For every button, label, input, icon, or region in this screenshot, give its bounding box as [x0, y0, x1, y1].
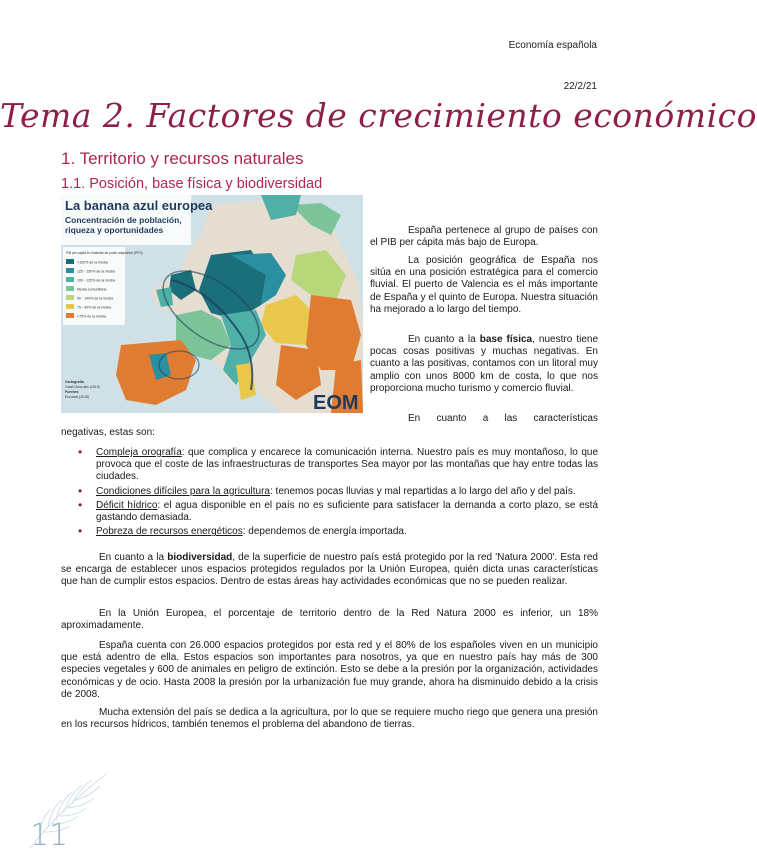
legend-label: 75 - 90% de la media	[77, 305, 111, 310]
legend-label: Media comunitaria	[77, 287, 107, 292]
legend-swatch	[66, 313, 74, 318]
list-item: • Pobreza de recursos energéticos: dependemos de energía importada.	[78, 526, 598, 538]
legend-swatch	[66, 295, 74, 300]
legend-label: 125 - 150% de la media	[77, 269, 115, 274]
paragraph-position-1: España pertenece al grupo de países con el PIB per cápita más bajo de Europa.	[370, 225, 598, 249]
legend-swatch	[66, 304, 74, 309]
legend-label: <75% de la media	[77, 314, 106, 319]
list-item: • Compleja orografía: que complica y encarece la comunicación interna. Nuestro país es muy montañoso, lo que provoca que el coste de las infraestructuras de transportes Sea mayor por las montañas que hay entre todas las ciudades.	[78, 447, 598, 484]
map-source-line-3: Fuentes	[65, 390, 79, 394]
map-subtitle-line-2: riqueza y oportunidades	[65, 225, 164, 235]
map-title: La banana azul europea	[65, 198, 213, 213]
europe-banana-map	[61, 195, 363, 413]
map-source-line-1: Cartografía	[65, 380, 84, 384]
section-heading: 1. Territorio y recursos naturales	[61, 149, 304, 168]
page-number: 11	[30, 818, 69, 853]
map-legend-heading: PIB per cápita en estándar de poder adquisitivo (PPS)	[66, 251, 143, 255]
paragraph-biodiversidad: En cuanto a la biodiversidad, de la superficie de nuestro país está protegido por la red 'Natura 2000'. Esta red se encarga de establecer unos espacios protegidos regulados por la Unión Europea, quién dicta unas características que han de cumplir estos espacios. Dentro de estas áreas hay actividades económicas que no se pueden realizar.	[61, 552, 598, 588]
legend-label: 100 - 125% de la media	[77, 278, 115, 283]
page-title: Tema 2. Factores de crecimiento económico	[0, 96, 757, 135]
map-source-line-2: Gaab GeoLabs (2019)	[65, 385, 100, 389]
paragraph-union-europea: En la Unión Europea, el porcentaje de territorio dentro de la Red Natura 2000 es inferior, un 18% aproximadamente.	[61, 608, 598, 632]
map-logo: EOM	[313, 392, 359, 414]
map-source-line-4: Eurostat (2016)	[65, 395, 90, 399]
paragraph-negativas-cont: negativas, estas son:	[61, 427, 155, 438]
legend-swatch	[66, 268, 74, 273]
paragraph-espacios-protegidos: España cuenta con 26.000 espacios protegidos por esta red y el 80% de los españoles viven en un municipio que está adentro de ella. Estos espacios son importantes para nosotros, ya que en nuestro país hay más de 300 especies vegetales y 600 de animales en peligro de extinción. Esto se debe a la presión por la organización, actividades económicas y de ocio. Hasta 2008 la presión por la urbanización fue muy grande, ahora ha disminuido debido a la crisis de 2008.	[61, 640, 598, 700]
paragraph-base-fisica: En cuanto a la base física, nuestro tiene pocas cosas positivas y muchas negativas. En cuanto a las positivas, contamos con un litoral muy amplio con unos 8000 km de costa, lo que nos proporciona mucho turismo y comercio fluvial.	[370, 334, 598, 394]
negatives-list	[78, 447, 598, 540]
paragraph-position-2: La posición geográfica de España nos sitúa en una posición estratégica para el comercio fluvial. El puerto de Valencia es el más importante de España y el quinto de Europa. Nuestra situación ha mejorado a lo largo del tiempo.	[370, 255, 598, 315]
legend-swatch	[66, 286, 74, 291]
subsection-heading: 1.1. Posición, base física y biodiversidad	[61, 176, 323, 192]
list-item: • Déficit hídrico: el agua disponible en el país no es suficiente para satisfacer la demanda a corto plazo, se está gastando demasiada.	[78, 500, 598, 524]
map-subtitle-line-1: Concentración de población,	[65, 215, 182, 225]
list-item: • Condiciones difíciles para la agricultura: tenemos pocas lluvias y mal repartidas a lo largo del año y del país.	[78, 486, 598, 498]
header-date: 22/2/21	[563, 81, 597, 92]
header-subject: Economía española	[508, 40, 597, 51]
paragraph-agricultura: Mucha extensión del país se dedica a la agricultura, por lo que se requiere mucho riego que genera una presión en los recursos hídricos, también tenemos el problema del abandono de tierras.	[61, 707, 598, 731]
legend-label: >150% de la media	[77, 260, 108, 265]
legend-swatch	[66, 277, 74, 282]
legend-swatch	[66, 259, 74, 264]
paragraph-negativas-start: En cuanto a las características	[408, 413, 598, 424]
legend-label: 90 - 100% de la media	[77, 296, 113, 301]
